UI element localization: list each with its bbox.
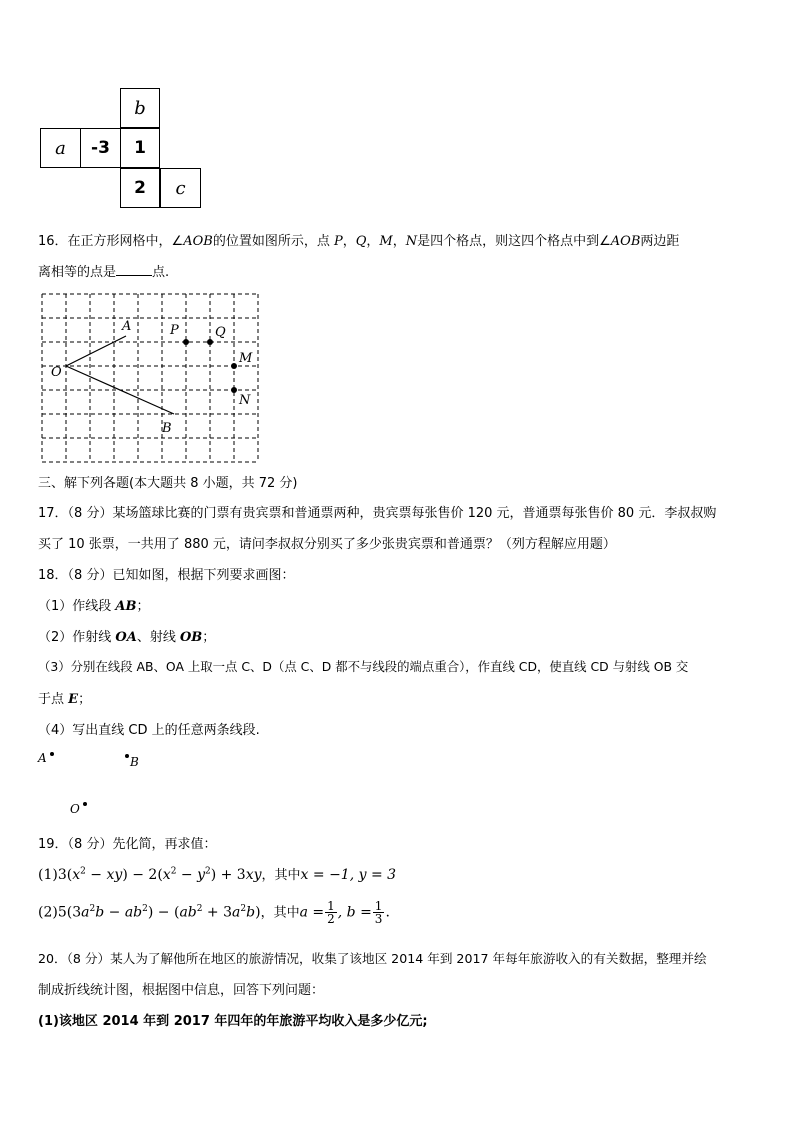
- q16-point-q: Q: [355, 234, 367, 249]
- q16-text: 点.: [152, 265, 170, 280]
- grid-lines: [42, 294, 258, 462]
- q19-expr1: $(1)3(x^2 - xy) - 2(x^2 - y^2) + 3xy$，其中x = −1, y = 3: [38, 866, 397, 883]
- q16-point-m: M: [379, 234, 393, 249]
- q18-item3-line2: [38, 688, 91, 707]
- q18-text: 于点: [38, 692, 69, 707]
- q17-line1: 17．（8 分）某场篮球比赛的门票有贵宾票和普通票两种，贵宾票每张售价 120 元，普通票每张售价 80 元．李叔叔购: [38, 506, 717, 521]
- point-m: [231, 363, 237, 369]
- q18-text: 、射线: [136, 630, 180, 645]
- q18-text: （2）作射线: [38, 630, 116, 645]
- q16-text: 是四个格点，则这四个格点中到∠: [417, 234, 611, 249]
- fraction-one-half: $\frac{1}{2}$: [327, 899, 335, 926]
- q18-ray-ob: OB: [179, 630, 203, 645]
- q16-text: 离相等的点是: [38, 265, 117, 280]
- net-cell-neg3: -3: [80, 128, 121, 168]
- q16-text: 的位置如图所示，点: [212, 234, 330, 249]
- q17-line2: 买了 10 张票，一共用了 880 元，请问李叔叔分别买了多少张贵宾票和普通票？（列方程解应用题）: [38, 537, 616, 552]
- point-p: [183, 339, 189, 345]
- q19-expr1-condition: x = −1, y = 3: [300, 867, 397, 883]
- q20-line2: 制成折线统计图，根据图中信息，回答下列问题：: [38, 983, 325, 998]
- grid-label-p: P: [170, 323, 179, 338]
- grid-label-m: M: [239, 351, 253, 366]
- q18-ray-oa: OA: [115, 630, 137, 645]
- q19-line1: 19．（8 分）先化简，再求值：: [38, 837, 217, 852]
- q19-expr2-label: (2): [38, 904, 58, 921]
- grid-label-a: A: [122, 319, 132, 334]
- grid-figure: [38, 290, 262, 466]
- point-q: [207, 339, 213, 345]
- q16-angle-aob: AOB: [610, 234, 641, 249]
- net-cell-2: 2: [120, 168, 160, 208]
- q18-label-a: A: [38, 751, 47, 765]
- net-cell-b: b: [120, 88, 160, 128]
- q19-text: ，其中: [260, 905, 300, 921]
- q18-item2: [38, 626, 215, 645]
- q18-text: （1）作线段: [38, 599, 116, 614]
- grid-label-q: Q: [215, 325, 226, 340]
- net-cell-1: 1: [120, 128, 160, 168]
- q16-line2: [38, 261, 169, 280]
- grid-label-b: B: [162, 421, 172, 436]
- q18-dot-o: [82, 801, 88, 807]
- q18-label-o: O: [70, 802, 80, 816]
- q18-dot-a: [49, 751, 55, 757]
- q18-text: ；: [202, 630, 216, 645]
- q18-text: ；: [136, 599, 150, 614]
- q19-text: ，其中: [261, 868, 301, 883]
- q16-text: 16．在正方形网格中，∠: [38, 234, 184, 249]
- q18-item4: （4）写出直线 CD 上的任意两条线段.: [38, 723, 260, 738]
- q19-expr2: $(2)5(3a^2b - ab^2) - (ab^2 + 3a^2b)$，其中a = $\frac{1}{2}$ , b = $\frac{1}{3}$ .: [38, 899, 390, 926]
- answer-blank[interactable]: [116, 265, 152, 276]
- point-n: [231, 387, 237, 393]
- q19-var-a: a =: [299, 904, 325, 921]
- q19-var-b: , b =: [337, 904, 372, 921]
- q20-line1: 20．（8 分）某人为了解他所在地区的旅游情况，收集了该地区 2014 年到 2017 年每年旅游收入的有关数据，整理并绘: [38, 951, 707, 966]
- q16-line1: 16．在正方形网格中，∠AOB的位置如图所示，点 P，Q，M，N是四个格点，则这四个格点中到∠AOB两边距: [38, 234, 680, 249]
- net-cell-c: c: [160, 168, 201, 208]
- fraction-one-third: $\frac{1}{3}$: [374, 899, 383, 926]
- q16-point-n: N: [405, 234, 418, 249]
- net-cell-a: a: [40, 128, 81, 168]
- q18-point-e: E: [68, 692, 79, 707]
- q16-text: 两边距: [640, 234, 680, 249]
- q18-seg-ab: AB: [115, 599, 137, 614]
- grid-label-o: O: [51, 365, 62, 380]
- q18-label-b: B: [130, 755, 139, 769]
- q18-item1: [38, 595, 150, 614]
- grid-label-n: N: [239, 393, 251, 408]
- q16-angle-aob: AOB: [183, 234, 213, 249]
- q19-expr1-label: (1): [38, 867, 58, 883]
- ray-oa: [66, 336, 126, 366]
- q18-text: ；: [78, 692, 92, 707]
- q19-text: .: [385, 904, 390, 921]
- q18-line1: 18．（8 分）已知如图，根据下列要求画图：: [38, 568, 295, 583]
- q20-item1: (1)该地区 2014 年到 2017 年四年的年旅游平均收入是多少亿元;: [38, 1014, 428, 1029]
- section3-heading: 三、解下列各题(本大题共 8 小题，共 72 分): [38, 476, 298, 491]
- q16-point-p: P: [333, 234, 343, 249]
- q18-item3-line1: （3）分别在线段 AB、OA 上取一点 C、D（点 C、D 都不与线段的端点重合），作直线 CD，使直线 CD 与射线 OB 交: [38, 659, 689, 674]
